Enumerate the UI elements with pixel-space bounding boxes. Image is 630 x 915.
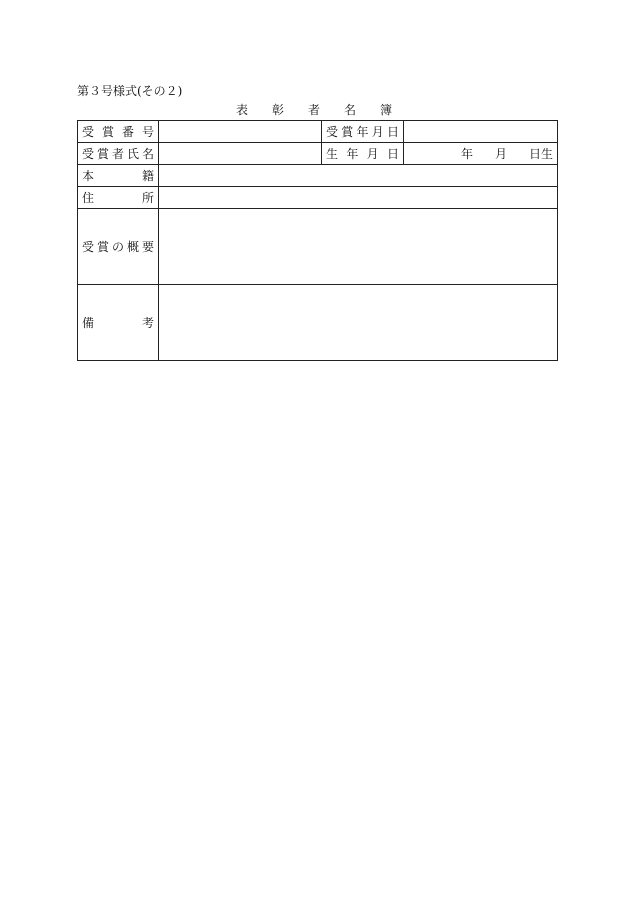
- award-number-label: [78, 121, 159, 143]
- label-char: 概: [126, 239, 139, 254]
- label-char: 賞: [96, 239, 109, 254]
- label-char: 号: [141, 124, 154, 139]
- address-label: [78, 187, 159, 209]
- label-char: 名: [141, 146, 154, 161]
- birth-year-unit: 年: [460, 146, 473, 161]
- registered-domicile-field[interactable]: [159, 165, 558, 187]
- table-row: [78, 187, 558, 209]
- award-number-field[interactable]: [159, 121, 322, 143]
- title-char: 名: [343, 103, 356, 117]
- label-char: 賞: [101, 124, 114, 139]
- label-char: 生: [326, 146, 339, 161]
- label-char: 日: [386, 146, 399, 161]
- label-char: 考: [141, 315, 154, 330]
- registered-domicile-label: [78, 165, 159, 187]
- title-char: 彰: [271, 103, 284, 117]
- recipient-name-label: [78, 143, 159, 165]
- label-char: 日: [386, 124, 399, 139]
- label-char: 氏: [126, 146, 139, 161]
- label-char: 賞: [341, 124, 354, 139]
- title-char: 簿: [379, 103, 392, 117]
- label-char: 住: [82, 190, 95, 205]
- label-char: 受: [326, 124, 339, 139]
- award-register-table: [77, 120, 558, 361]
- page-title: [236, 103, 392, 117]
- award-summary-label: [78, 209, 159, 285]
- label-char: 本: [82, 168, 95, 183]
- table-row: [78, 285, 558, 361]
- table-row: [78, 209, 558, 285]
- title-char: 表: [236, 103, 249, 117]
- label-char: 受: [82, 239, 95, 254]
- birth-month-unit: 月: [494, 146, 507, 161]
- remarks-label: [78, 285, 159, 361]
- recipient-name-field[interactable]: [159, 143, 322, 165]
- title-char: 者: [307, 103, 320, 117]
- label-char: 年: [346, 146, 359, 161]
- label-char: 年: [356, 124, 369, 139]
- award-date-field[interactable]: [404, 121, 558, 143]
- label-char: 受: [82, 124, 95, 139]
- label-char: 籍: [141, 168, 154, 183]
- label-char: 月: [371, 124, 384, 139]
- table-row: [78, 143, 558, 165]
- label-char: 番: [121, 124, 134, 139]
- award-date-label: [322, 121, 404, 143]
- table-row: [78, 165, 558, 187]
- label-char: 備: [82, 315, 95, 330]
- table-row: [78, 121, 558, 143]
- birth-date-field[interactable]: [404, 143, 558, 165]
- label-char: の: [111, 239, 124, 254]
- address-field[interactable]: [159, 187, 558, 209]
- birth-day-suffix: 日生: [528, 146, 553, 161]
- form-code: 第３号様式(その２): [77, 84, 183, 98]
- label-char: 賞: [96, 146, 109, 161]
- label-char: 月: [366, 146, 379, 161]
- label-char: 所: [141, 190, 154, 205]
- remarks-field[interactable]: [159, 285, 558, 361]
- award-summary-field[interactable]: [159, 209, 558, 285]
- label-char: 受: [82, 146, 95, 161]
- birth-date-label: [322, 143, 404, 165]
- label-char: 要: [141, 239, 154, 254]
- label-char: 者: [111, 146, 124, 161]
